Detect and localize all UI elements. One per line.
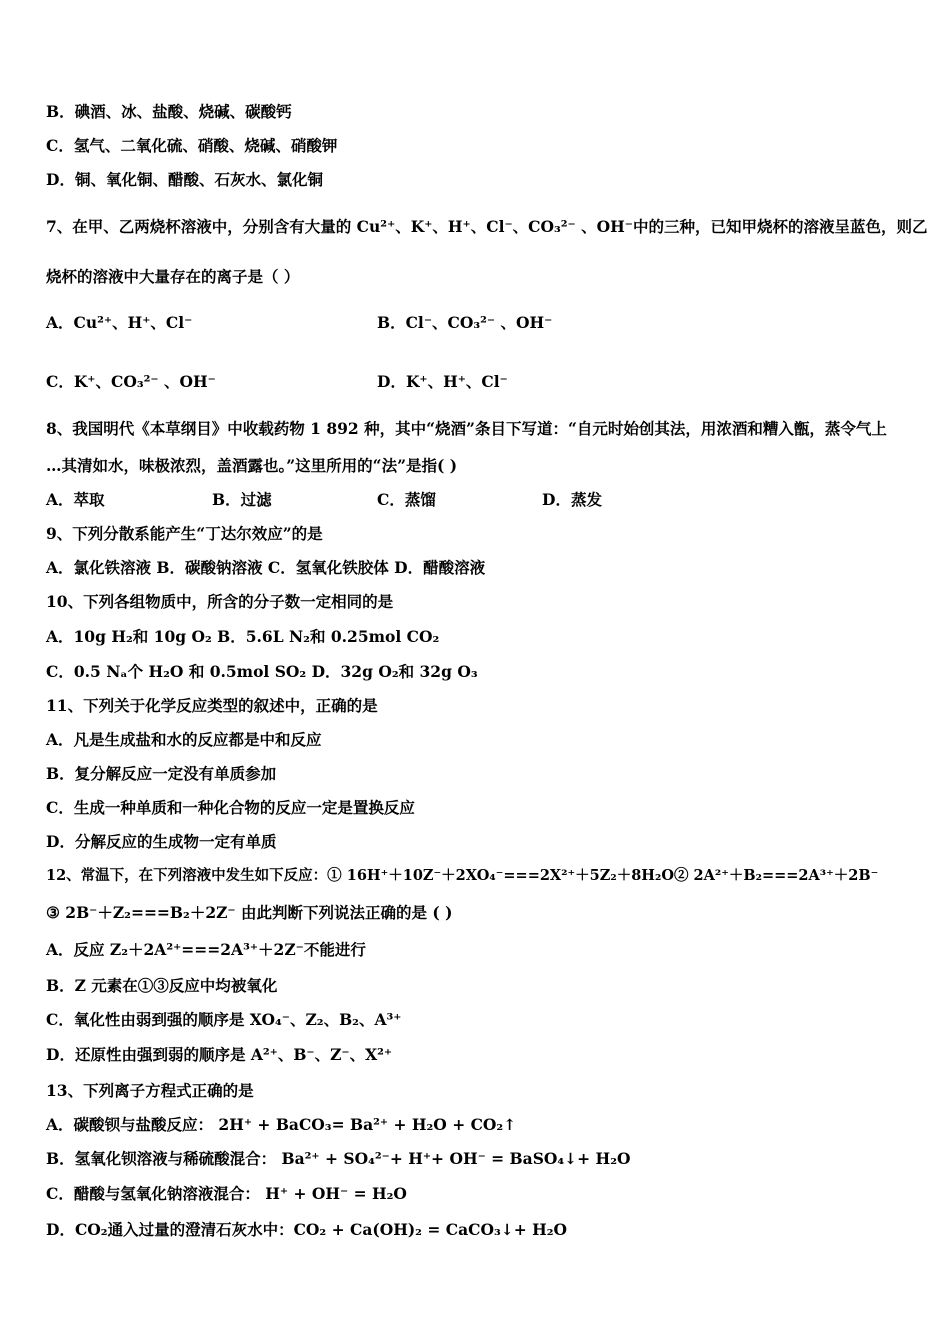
q6-option-d: D．铜、氧化铜、醋酸、石灰水、氯化铜 xyxy=(46,170,323,189)
q13-stem: 13、下列离子方程式正确的是 xyxy=(46,1081,254,1100)
q12-stem-line2: ③ 2B⁻＋Z₂===B₂＋2Z⁻ 由此判断下列说法正确的是 ( ) xyxy=(46,903,453,922)
q10-options-row1: A．10g H₂和 10g O₂ B．5.6L N₂和 0.25mol CO₂ xyxy=(46,627,440,646)
q12-option-a: A．反应 Z₂＋2A²⁺===2A³⁺＋2Z⁻不能进行 xyxy=(46,940,366,959)
q13-option-d: D．CO₂通入过量的澄清石灰水中：CO₂ + Ca(OH)₂ = CaCO₃↓+ H₂O xyxy=(46,1220,568,1239)
q11-option-a: A．凡是生成盐和水的反应都是中和反应 xyxy=(46,730,322,749)
q12-option-d: D．还原性由强到弱的顺序是 A²⁺、B⁻、Z⁻、X²⁺ xyxy=(46,1045,393,1064)
q11-option-b: B．复分解反应一定没有单质参加 xyxy=(46,764,277,783)
q6-option-b: B．碘酒、冰、盐酸、烧碱、碳酸钙 xyxy=(46,102,292,121)
q7-stem-line2: 烧杯的溶液中大量存在的离子是（ ） xyxy=(46,267,300,286)
q7-option-a: A．Cu²⁺、H⁺、Cl⁻ xyxy=(46,313,193,332)
q8-option-a: A．萃取 xyxy=(46,490,105,509)
q7-option-b: B．Cl⁻、CO₃²⁻ 、OH⁻ xyxy=(377,313,553,332)
q12-option-b: B．Z 元素在①③反应中均被氧化 xyxy=(46,976,278,995)
q9-stem: 9、下列分散系能产生“丁达尔效应”的是 xyxy=(46,524,323,543)
q10-options-row2: C．0.5 Nₐ个 H₂O 和 0.5mol SO₂ D．32g O₂和 32g O₃ xyxy=(46,662,478,681)
q8-option-b: B．过滤 xyxy=(212,490,272,509)
q7-option-d: D．K⁺、H⁺、Cl⁻ xyxy=(377,372,508,391)
q11-option-c: C．生成一种单质和一种化合物的反应一定是置换反应 xyxy=(46,798,415,817)
q7-stem-line1: 7、在甲、乙两烧杯溶液中，分别含有大量的 Cu²⁺、K⁺、H⁺、Cl⁻、CO₃²⁻ 、OH⁻中的三种，已知甲烧杯的溶液呈蓝色，则乙 xyxy=(46,217,928,236)
q8-stem-line1: 8、我国明代《本草纲目》中收载药物 1 892 种，其中“烧酒”条目下写道：“自元时始创其法，用浓酒和糟入甑，蒸令气上 xyxy=(46,419,887,438)
q12-stem-line1: 12、常温下，在下列溶液中发生如下反应：① 16H⁺＋10Z⁻＋2XO₄⁻===2X²⁺＋5Z₂＋8H₂O② 2A²⁺＋B₂===2A³⁺＋2B⁻ xyxy=(46,867,879,884)
q11-stem: 11、下列关于化学反应类型的叙述中，正确的是 xyxy=(46,696,378,715)
q13-option-c: C．醋酸与氢氧化钠溶液混合： H⁺ + OH⁻ = H₂O xyxy=(46,1184,407,1203)
q13-option-b: B．氢氧化钡溶液与稀硫酸混合： Ba²⁺ + SO₄²⁻+ H⁺+ OH⁻ = BaSO₄↓+ H₂O xyxy=(46,1149,631,1168)
q8-stem-line2: …其清如水，味极浓烈，盖酒露也。”这里所用的“法”是指( ) xyxy=(46,456,458,475)
q10-stem: 10、下列各组物质中，所含的分子数一定相同的是 xyxy=(46,592,394,611)
q7-option-c: C．K⁺、CO₃²⁻ 、OH⁻ xyxy=(46,372,216,391)
q12-option-c: C．氧化性由弱到强的顺序是 XO₄⁻、Z₂、B₂、A³⁺ xyxy=(46,1010,402,1029)
q8-option-d: D．蒸发 xyxy=(542,490,602,509)
q11-option-d: D．分解反应的生成物一定有单质 xyxy=(46,832,277,851)
q13-option-a: A．碳酸钡与盐酸反应： 2H⁺ + BaCO₃= Ba²⁺ + H₂O + CO₂↑ xyxy=(46,1115,517,1134)
q8-option-c: C．蒸馏 xyxy=(377,490,436,509)
q9-options: A．氯化铁溶液 B．碳酸钠溶液 C．氢氧化铁胶体 D．醋酸溶液 xyxy=(46,558,486,577)
q6-option-c: C．氢气、二氧化硫、硝酸、烧碱、硝酸钾 xyxy=(46,136,338,155)
